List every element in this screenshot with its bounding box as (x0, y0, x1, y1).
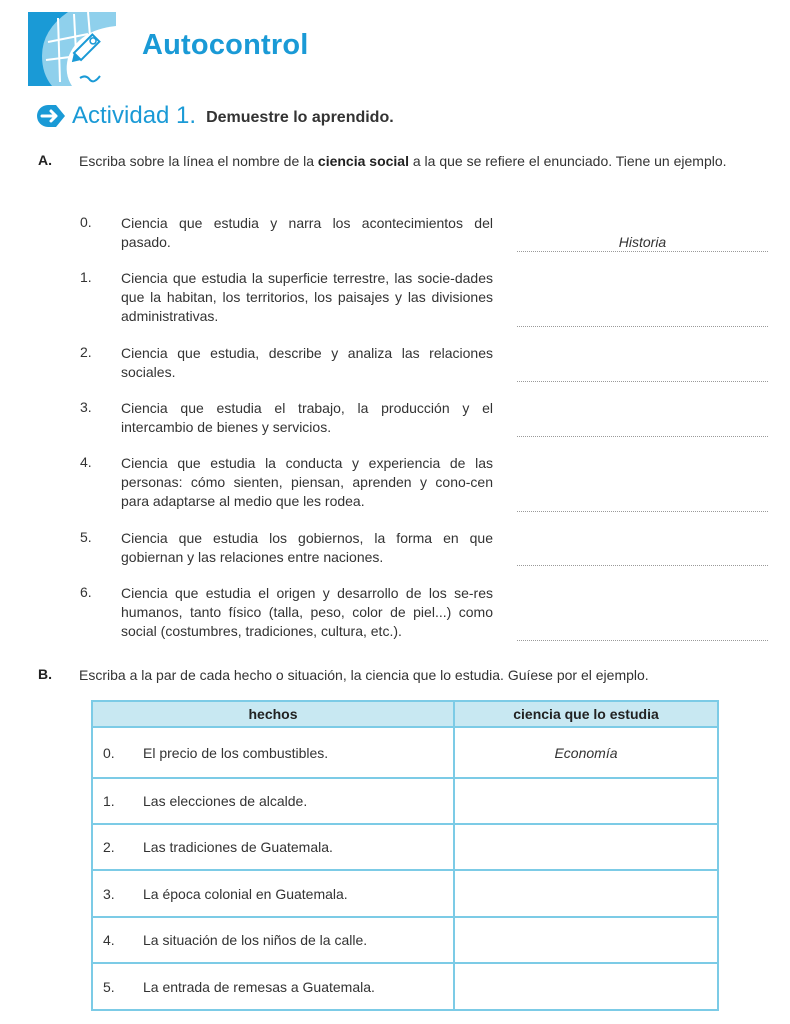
question-text: Ciencia que estudia el trabajo, la producción y el intercambio de bienes y servicios. (121, 400, 493, 435)
fact-text: El precio de los combustibles. (143, 744, 329, 761)
row-number: 2. (103, 839, 115, 855)
question-number: 4. (80, 454, 92, 470)
science-answer-cell[interactable] (454, 778, 718, 824)
globe-pencil-icon (28, 12, 116, 86)
row-number: 0. (103, 744, 115, 761)
answer-field[interactable] (517, 363, 768, 382)
table-row (92, 917, 718, 963)
table-row (92, 870, 718, 917)
instruction-text: a la que se refiere el enunciado. Tiene un ejemplo. (408, 153, 727, 169)
instruction-bold: ciencia social (317, 153, 409, 169)
science-answer-cell[interactable]: Economía (454, 727, 718, 778)
section-b-letter: B. (38, 666, 52, 682)
column-header-hechos: hechos (92, 701, 454, 727)
question-text: Ciencia que estudia la conducta y experiencia de las personas: cómo sienten, piensan, aprenden y cono-cen para adaptarse al medio que les rodea. (121, 455, 493, 509)
page-title: Autocontrol (142, 29, 309, 61)
question-number: 2. (80, 344, 92, 360)
instruction-text: Escriba sobre la línea el nombre de la (79, 153, 318, 169)
facts-table (91, 700, 719, 1011)
question-text: Ciencia que estudia y narra los acontecimientos del pasado. (121, 215, 493, 250)
row-number: 3. (103, 885, 115, 902)
fact-cell (92, 727, 454, 778)
fact-cell (92, 778, 454, 824)
fact-text: La entrada de remesas a Guatemala. (143, 978, 375, 995)
activity-heading (36, 101, 394, 131)
question-text: Ciencia que estudia el origen y desarrollo de los se-res humanos, tanto físico (talla, peso, color de piel...) como social (costumbres, tradiciones, cultura, etc.). (121, 585, 493, 639)
row-number: 4. (103, 932, 115, 948)
arrow-right-icon (36, 104, 66, 128)
table-row (92, 778, 718, 824)
question-number: 6. (80, 584, 92, 600)
answer-field[interactable] (517, 418, 768, 437)
row-number: 5. (103, 978, 115, 995)
answer-field[interactable] (517, 308, 768, 327)
fact-text: La época colonial en Guatemala. (143, 885, 348, 902)
column-header-ciencia: ciencia que lo estudia (454, 701, 718, 727)
section-a-instruction (79, 151, 769, 171)
fact-cell (92, 963, 454, 1010)
fact-cell (92, 870, 454, 917)
table-row (92, 963, 718, 1010)
fact-text: La situación de los niños de la calle. (143, 932, 368, 948)
answer-field[interactable] (517, 622, 768, 641)
question-text: Ciencia que estudia los gobiernos, la forma en que gobiernan y las relaciones entre naciones. (121, 530, 493, 565)
activity-subtitle: Demuestre lo aprendido. (206, 109, 394, 126)
fact-cell (92, 824, 454, 870)
fact-text: Las elecciones de alcalde. (143, 793, 308, 809)
activity-label: Actividad 1. (72, 102, 197, 129)
fact-text: Las tradiciones de Guatemala. (143, 839, 333, 855)
section-b-instruction: Escriba a la par de cada hecho o situación, la ciencia que lo estudia. Guíese por el ejemplo. (79, 667, 649, 683)
science-answer-cell[interactable] (454, 963, 718, 1010)
science-answer-cell[interactable] (454, 824, 718, 870)
question-number: 0. (80, 214, 92, 230)
science-answer-cell[interactable] (454, 870, 718, 917)
answer-field[interactable]: Historia (517, 233, 768, 252)
answer-field[interactable] (517, 493, 768, 512)
question-text: Ciencia que estudia la superficie terrestre, las socie-dades que la habitan, los territorios, los paisajes y las divisiones administrativas. (121, 270, 493, 324)
table-row (92, 727, 718, 778)
section-a-letter: A. (38, 152, 52, 168)
fact-cell (92, 917, 454, 963)
row-number: 1. (103, 793, 115, 809)
question-text: Ciencia que estudia, describe y analiza las relaciones sociales. (121, 345, 493, 380)
science-answer-cell[interactable] (454, 917, 718, 963)
answer-field[interactable] (517, 547, 768, 566)
question-number: 5. (80, 529, 92, 545)
question-number: 3. (80, 399, 92, 415)
table-header-row (92, 701, 718, 727)
question-number: 1. (80, 269, 92, 285)
table-row (92, 824, 718, 870)
